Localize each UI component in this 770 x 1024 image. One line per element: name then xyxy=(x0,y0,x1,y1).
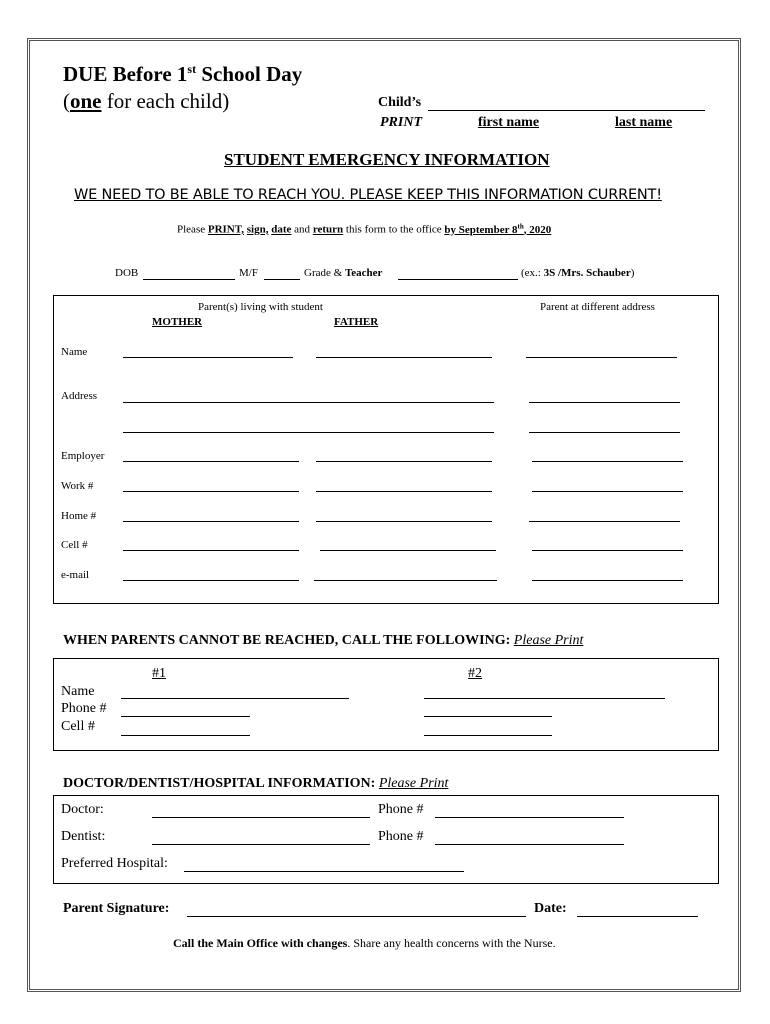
example-text xyxy=(521,267,634,279)
emergency-heading xyxy=(63,633,583,649)
other-work-field[interactable] xyxy=(532,491,683,492)
footer-note xyxy=(173,936,556,951)
example-open: (ex.: xyxy=(521,267,544,279)
instructions xyxy=(177,222,551,236)
row-label-name: Name xyxy=(61,346,88,358)
father-work-field[interactable] xyxy=(316,491,492,492)
contact-phone-label: Phone # xyxy=(61,701,107,716)
emergency-heading-text: WHEN PARENTS CANNOT BE REACHED, CALL THE FOLLOWING: xyxy=(63,633,514,648)
address-field-2[interactable] xyxy=(123,432,494,433)
instr-by-date: by September 8 xyxy=(444,223,518,236)
instr-by-suffix: , 2020 xyxy=(523,223,552,236)
dob-label: DOB xyxy=(115,267,139,279)
due-heading xyxy=(63,62,302,87)
father-employer-field[interactable] xyxy=(316,461,492,462)
other-employer-field[interactable] xyxy=(532,461,683,462)
mother-work-field[interactable] xyxy=(123,491,299,492)
reach-notice: WE NEED TO BE ABLE TO REACH YOU. PLEASE KEEP THIS INFORMATION CURRENT! xyxy=(74,187,662,203)
one-word: one xyxy=(70,89,102,113)
example-close: ) xyxy=(630,267,635,279)
hospital-label: Preferred Hospital: xyxy=(61,856,168,871)
instr-sign: sign, xyxy=(246,223,269,236)
childs-label: Child’s xyxy=(378,95,422,110)
dentist-field[interactable] xyxy=(152,844,370,845)
other-address-field-1[interactable] xyxy=(529,402,680,403)
doctor-field[interactable] xyxy=(152,817,370,818)
row-label-email: e-mail xyxy=(61,569,90,581)
mother-name-field[interactable] xyxy=(123,357,293,358)
different-address-label: Parent at different address xyxy=(540,301,655,313)
paren-open: ( xyxy=(63,89,70,113)
other-home-field[interactable] xyxy=(529,521,680,522)
mother-label: MOTHER xyxy=(152,316,203,328)
contact1-name-field[interactable] xyxy=(121,698,349,699)
doctor-label: Doctor: xyxy=(61,802,104,817)
footer-bold: Call the Main Office with changes xyxy=(173,936,348,950)
father-label: FATHER xyxy=(334,316,379,328)
dentist-phone-field[interactable] xyxy=(435,844,624,845)
row-label-home: Home # xyxy=(61,510,97,522)
medical-please-print: Please Print xyxy=(378,776,449,791)
contact2-cell-field[interactable] xyxy=(424,735,552,736)
hospital-field[interactable] xyxy=(184,871,464,872)
instr-return: return xyxy=(312,223,344,236)
row-label-cell: Cell # xyxy=(61,539,88,551)
instr-by-sup: th xyxy=(517,222,524,230)
medical-heading xyxy=(63,776,448,792)
contact-cell-label: Cell # xyxy=(61,719,95,734)
contact-name-label: Name xyxy=(61,684,95,699)
mf-label: M/F xyxy=(239,267,258,279)
last-name-label: last name xyxy=(615,115,673,130)
parents-living-label: Parent(s) living with student xyxy=(198,301,323,313)
instr-print: PRINT, xyxy=(207,223,245,236)
instr-please: Please xyxy=(177,223,208,236)
instr-and: and xyxy=(291,223,313,236)
doctor-phone-field[interactable] xyxy=(435,817,624,818)
contact2-name-field[interactable] xyxy=(424,698,665,699)
row-label-employer: Employer xyxy=(61,450,105,462)
mf-field[interactable] xyxy=(264,279,300,280)
medical-heading-text: DOCTOR/DENTIST/HOSPITAL INFORMATION: xyxy=(63,776,379,791)
contact1-cell-field[interactable] xyxy=(121,735,250,736)
signature-date-field[interactable] xyxy=(577,916,698,917)
father-home-field[interactable] xyxy=(316,521,492,522)
parents-box xyxy=(53,295,719,604)
address-field-1[interactable] xyxy=(123,402,494,403)
signature-date-label: Date: xyxy=(534,901,567,916)
other-address-field-2[interactable] xyxy=(529,432,680,433)
print-label: PRINT xyxy=(380,115,422,130)
other-email-field[interactable] xyxy=(532,580,683,581)
one-per-child xyxy=(63,89,229,114)
footer-rest: . Share any health concerns with the Nurse. xyxy=(347,936,556,950)
one-rest: for each child) xyxy=(101,89,230,113)
child-name-line[interactable] xyxy=(428,110,705,111)
contact1-label: #1 xyxy=(152,666,166,681)
other-name-field[interactable] xyxy=(526,357,677,358)
parent-signature-field[interactable] xyxy=(187,916,526,917)
mother-cell-field[interactable] xyxy=(123,550,299,551)
contact2-label: #2 xyxy=(468,666,482,681)
father-cell-field[interactable] xyxy=(320,550,496,551)
due-text: DUE Before 1 xyxy=(63,62,188,86)
father-email-field[interactable] xyxy=(314,580,497,581)
row-label-work: Work # xyxy=(61,480,94,492)
doctor-phone-label: Phone # xyxy=(378,802,424,817)
emergency-please-print: Please Print xyxy=(513,633,584,648)
teacher-label: Teacher xyxy=(344,267,383,279)
other-cell-field[interactable] xyxy=(532,550,683,551)
mother-email-field[interactable] xyxy=(123,580,299,581)
dob-field[interactable] xyxy=(143,279,235,280)
example-bold: 3S /Mrs. Schauber xyxy=(543,267,631,279)
grade-label: Grade & xyxy=(304,267,345,279)
contact2-phone-field[interactable] xyxy=(424,716,552,717)
row-label-address: Address xyxy=(61,390,98,402)
dentist-phone-label: Phone # xyxy=(378,829,424,844)
grade-teacher-field[interactable] xyxy=(398,279,518,280)
grade-teacher-label xyxy=(304,267,382,279)
due-suffix: School Day xyxy=(196,62,303,86)
dentist-label: Dentist: xyxy=(61,829,106,844)
parent-signature-label: Parent Signature: xyxy=(63,901,170,916)
contact1-phone-field[interactable] xyxy=(121,716,250,717)
first-name-label: first name xyxy=(478,115,540,130)
page-title: STUDENT EMERGENCY INFORMATION xyxy=(224,150,550,169)
mother-employer-field[interactable] xyxy=(123,461,299,462)
instr-rest: this form to the office xyxy=(343,223,445,236)
due-sup: st xyxy=(187,62,197,76)
mother-home-field[interactable] xyxy=(123,521,299,522)
instr-date: date xyxy=(271,223,292,236)
father-name-field[interactable] xyxy=(316,357,492,358)
